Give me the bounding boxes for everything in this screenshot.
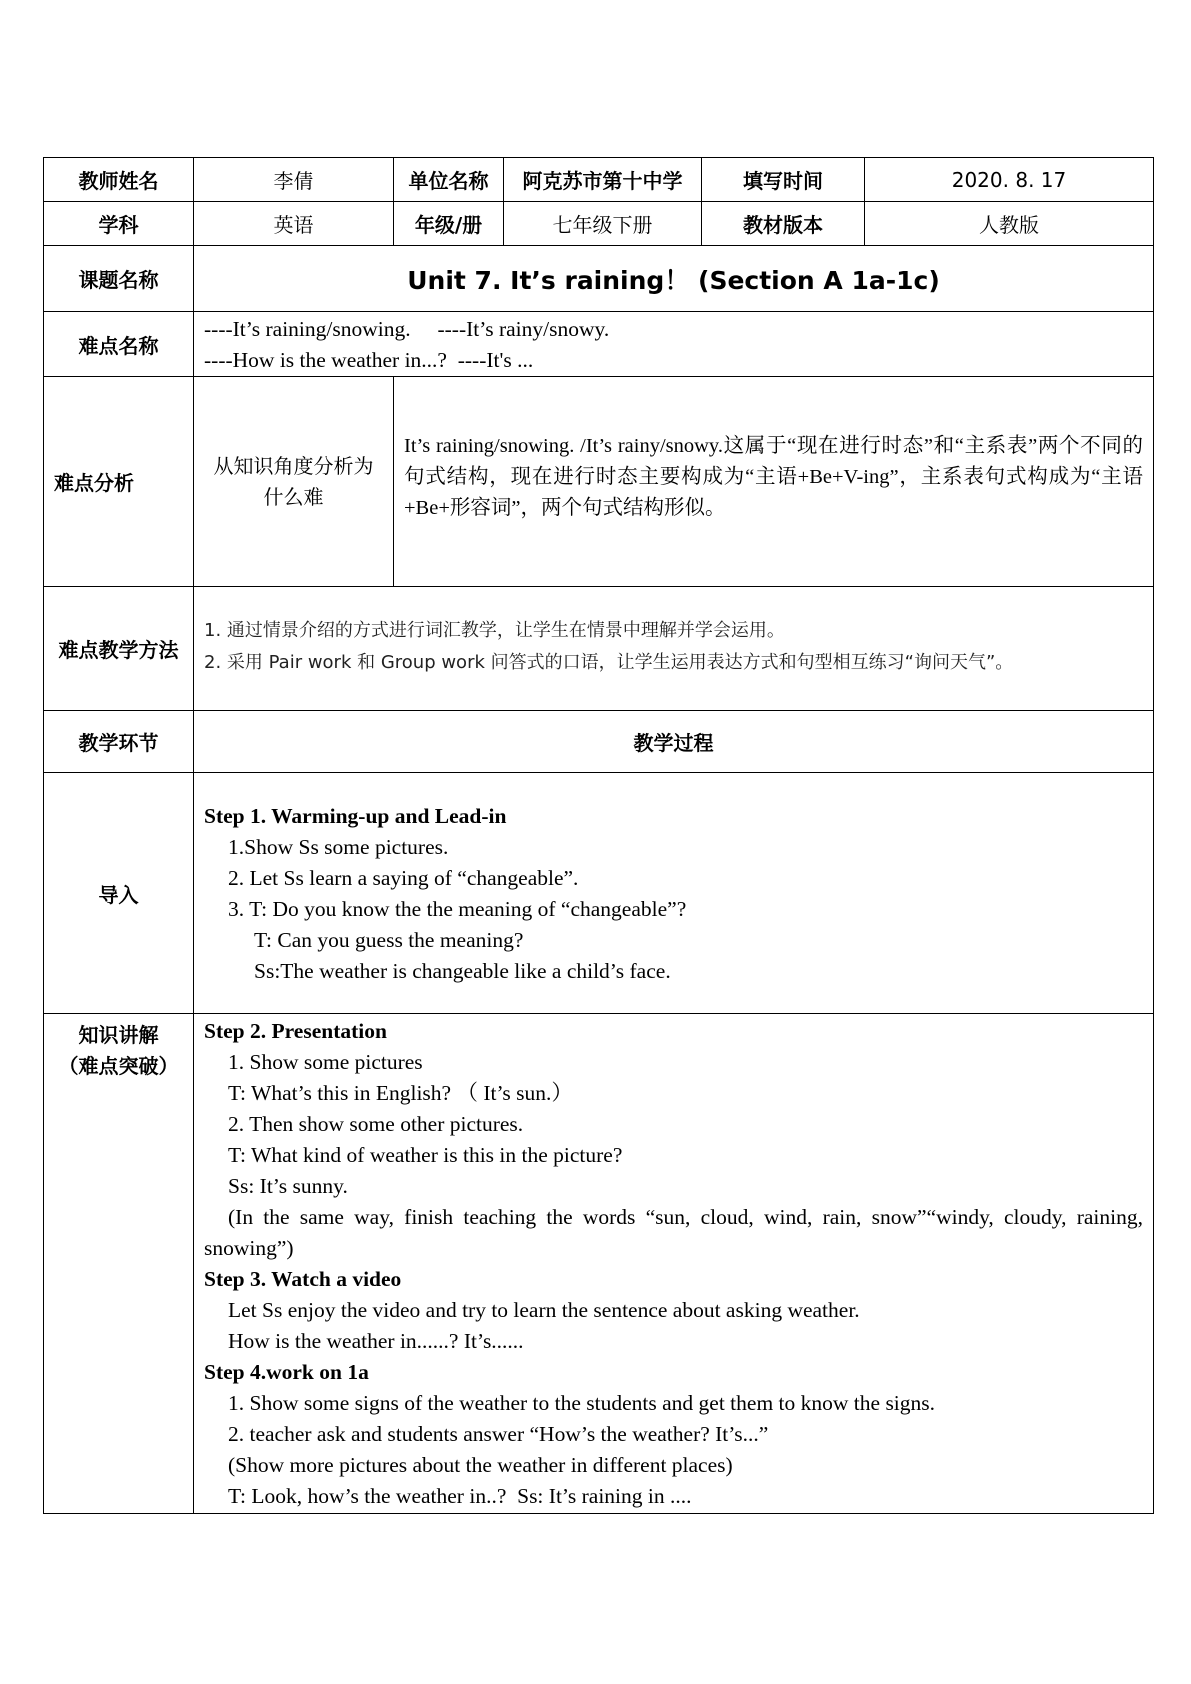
lesson-plan-table: [43, 157, 1154, 1514]
intro-line-5: Ss:The weather is changeable like a child’s face.: [254, 959, 671, 983]
step2-line-2: T: What’s this in English? （ It’s sun.）: [228, 1081, 573, 1105]
topic-label: 课题名称: [44, 246, 194, 312]
analysis-row: [44, 377, 1154, 587]
subject-value: 英语: [194, 202, 394, 246]
date-value: 2020. 8. 17: [865, 158, 1154, 202]
date-label: 填写时间: [702, 158, 865, 202]
edition-label: 教材版本: [702, 202, 865, 246]
intro-line-1: 1.Show Ss some pictures.: [228, 835, 449, 859]
knowledge-content: [194, 1014, 1154, 1514]
method-line-2: 2. 采用 Pair work 和 Group work 问答式的口语，让学生运用表达方式和句型相互练习“询问天气”。: [204, 652, 1014, 673]
method-content: [194, 587, 1154, 711]
step2-line-3: 2. Then show some other pictures.: [228, 1112, 524, 1136]
process-header-row: [44, 711, 1154, 773]
teacher-label: 教师姓名: [44, 158, 194, 202]
subject-label: 学科: [44, 202, 194, 246]
step3-title: Step 3. Watch a video: [204, 1267, 402, 1291]
step4-title: Step 4.work on 1a: [204, 1360, 369, 1384]
method-row: [44, 587, 1154, 711]
step3-line-2: How is the weather in......? It’s......: [228, 1329, 524, 1353]
intro-row: [44, 773, 1154, 1014]
knowledge-label-line-2: （难点突破）: [58, 1054, 179, 1078]
step2-line-1: 1. Show some pictures: [228, 1050, 423, 1074]
unit-value: 阿克苏市第十中学: [504, 158, 702, 202]
step4-line-1: 1. Show some signs of the weather to the students and get them to know the signs.: [228, 1391, 936, 1415]
unit-label: 单位名称: [394, 158, 504, 202]
analysis-content: [394, 377, 1154, 587]
analysis-text: It’s raining/snowing. /It’s rainy/snowy.这属于“现在进行时态”和“主系表”两个不同的句式结构，现在进行时态主要构成为“主语+Be+V-ing”，主系表句式构成为“主语+Be+形容词”，两个句式结构形似。: [404, 435, 1143, 519]
step4-line-2: 2. teacher ask and students answer “How’s the weather? It’s...”: [228, 1422, 769, 1446]
step4-line-3: (Show more pictures about the weather in different places): [228, 1453, 733, 1477]
difficulty-line-2: ----How is the weather in...? ----It's ...: [204, 348, 534, 372]
difficulty-line-1: ----It’s raining/snowing. ----It’s rainy/snowy.: [204, 317, 610, 341]
step2-title: Step 2. Presentation: [204, 1019, 387, 1043]
stage-header: 教学环节: [44, 711, 194, 773]
step2-paragraph: (In the same way, finish teaching the words “sun, cloud, wind, rain, snow”“windy, cloudy, raining, snowing”): [204, 1205, 1143, 1260]
step4-line-4: T: Look, how’s the weather in..? Ss: It’s raining in ....: [228, 1484, 692, 1508]
method-label: 难点教学方法: [44, 587, 194, 711]
analysis-sublabel: 从知识角度分析为什么难: [194, 377, 394, 587]
intro-line-3: 3. T: Do you know the the meaning of “changeable”?: [228, 897, 687, 921]
knowledge-row: [44, 1014, 1154, 1514]
header-row-2: [44, 202, 1154, 246]
intro-line-2: 2. Let Ss learn a saying of “changeable”.: [228, 866, 579, 890]
difficulty-content: [194, 312, 1154, 377]
step3-line-1: Let Ss enjoy the video and try to learn the sentence about asking weather.: [228, 1298, 860, 1322]
teacher-value: 李倩: [194, 158, 394, 202]
difficulty-label: 难点名称: [44, 312, 194, 377]
step2-line-4: T: What kind of weather is this in the picture?: [228, 1143, 623, 1167]
edition-value: 人教版: [865, 202, 1154, 246]
topic-title: Unit 7. It’s raining！ (Section A 1a-1c): [194, 246, 1154, 312]
intro-content: [194, 773, 1154, 1014]
difficulty-row: [44, 312, 1154, 377]
grade-label: 年级/册: [394, 202, 504, 246]
knowledge-label-line-1: 知识讲解: [78, 1023, 159, 1047]
intro-line-4: T: Can you guess the meaning?: [254, 928, 524, 952]
step2-line-5: Ss: It’s sunny.: [228, 1174, 348, 1198]
process-header: 教学过程: [194, 711, 1154, 773]
analysis-label: 难点分析: [44, 377, 194, 587]
header-row-1: [44, 158, 1154, 202]
knowledge-label: [44, 1014, 194, 1514]
lesson-plan-sheet: [43, 157, 1153, 1514]
topic-row: [44, 246, 1154, 312]
intro-label: 导入: [44, 773, 194, 1014]
method-line-1: 1. 通过情景介绍的方式进行词汇教学，让学生在情景中理解并学会运用。: [204, 620, 785, 641]
intro-step-title: Step 1. Warming-up and Lead-in: [204, 804, 507, 828]
grade-value: 七年级下册: [504, 202, 702, 246]
